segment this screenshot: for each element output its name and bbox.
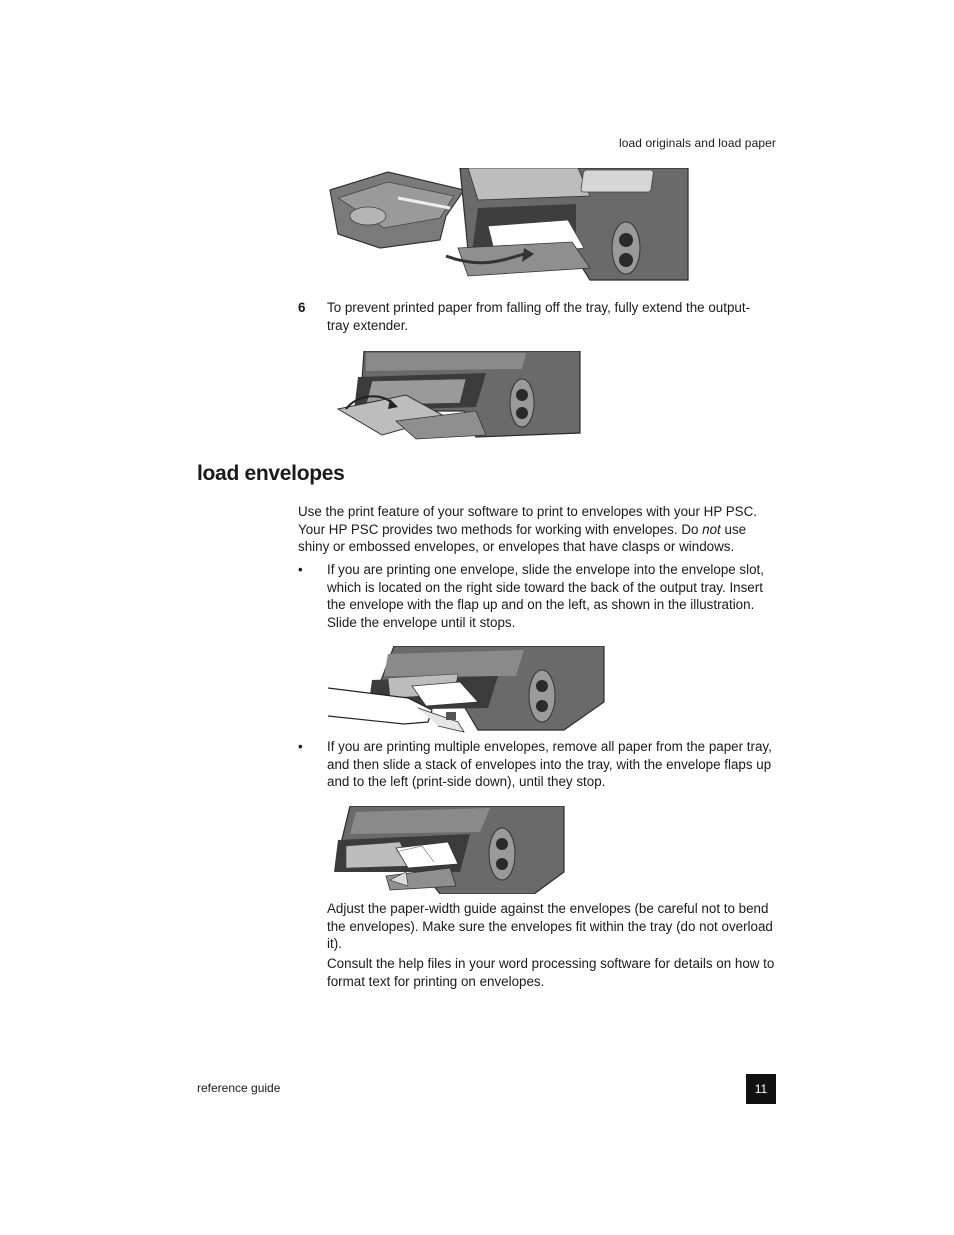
- bullet-text: If you are printing one envelope, slide the envelope into the envelope slot, which is located on the right side toward the back of the output tray. Insert the envelope with the flap up and on the left, as shown in the illustration. Slide the envelope until it stops.: [327, 562, 764, 630]
- intro-text-before-emphasis: Use the print feature of your software to print to envelopes with your HP PSC. Your HP PSC provides two methods for working with envelopes. Do: [298, 504, 757, 537]
- adjust-guide-paragraph: Adjust the paper-width guide against the envelopes (be careful not to bend the envelopes). Make sure the envelopes fit within the tray (do not overload it).: [327, 901, 773, 951]
- bullet-symbol: •: [298, 739, 303, 754]
- printer-illustration-single-envelope: [328, 646, 606, 734]
- intro-text-after-emphasis: use shiny or embossed envelopes, or envelopes that have clasps or windows.: [298, 521, 747, 554]
- page-number-badge: 11: [746, 1074, 776, 1104]
- section-heading: load envelopes: [197, 462, 345, 485]
- consult-help-paragraph: Consult the help files in your word processing software for details on how to format text for printing on envelopes.: [327, 956, 775, 989]
- running-header: load originals and load paper: [618, 136, 776, 150]
- printer-illustration-envelope-stack: [330, 806, 566, 894]
- printer-illustration-tray-extended: [336, 351, 582, 441]
- intro-emphasis: not: [702, 521, 721, 537]
- footer-guide-name: reference guide: [197, 1081, 281, 1095]
- bullet-text: If you are printing multiple envelopes, remove all paper from the paper tray, and then slide a stack of envelopes into the tray, with the envelope flaps up and to the left (print-side down), until they stop.: [327, 739, 772, 789]
- intro-paragraph: [298, 503, 776, 556]
- printer-illustration-output-tray-removed: [328, 168, 690, 282]
- step-text: To prevent printed paper from falling off the tray, fully extend the output-tray extender.: [327, 300, 751, 333]
- step-6: [298, 299, 768, 334]
- step-number: 6: [298, 300, 306, 315]
- bullet-symbol: •: [298, 562, 303, 577]
- bullet-multiple-envelopes: [298, 738, 776, 791]
- bullet-one-envelope: [298, 561, 776, 631]
